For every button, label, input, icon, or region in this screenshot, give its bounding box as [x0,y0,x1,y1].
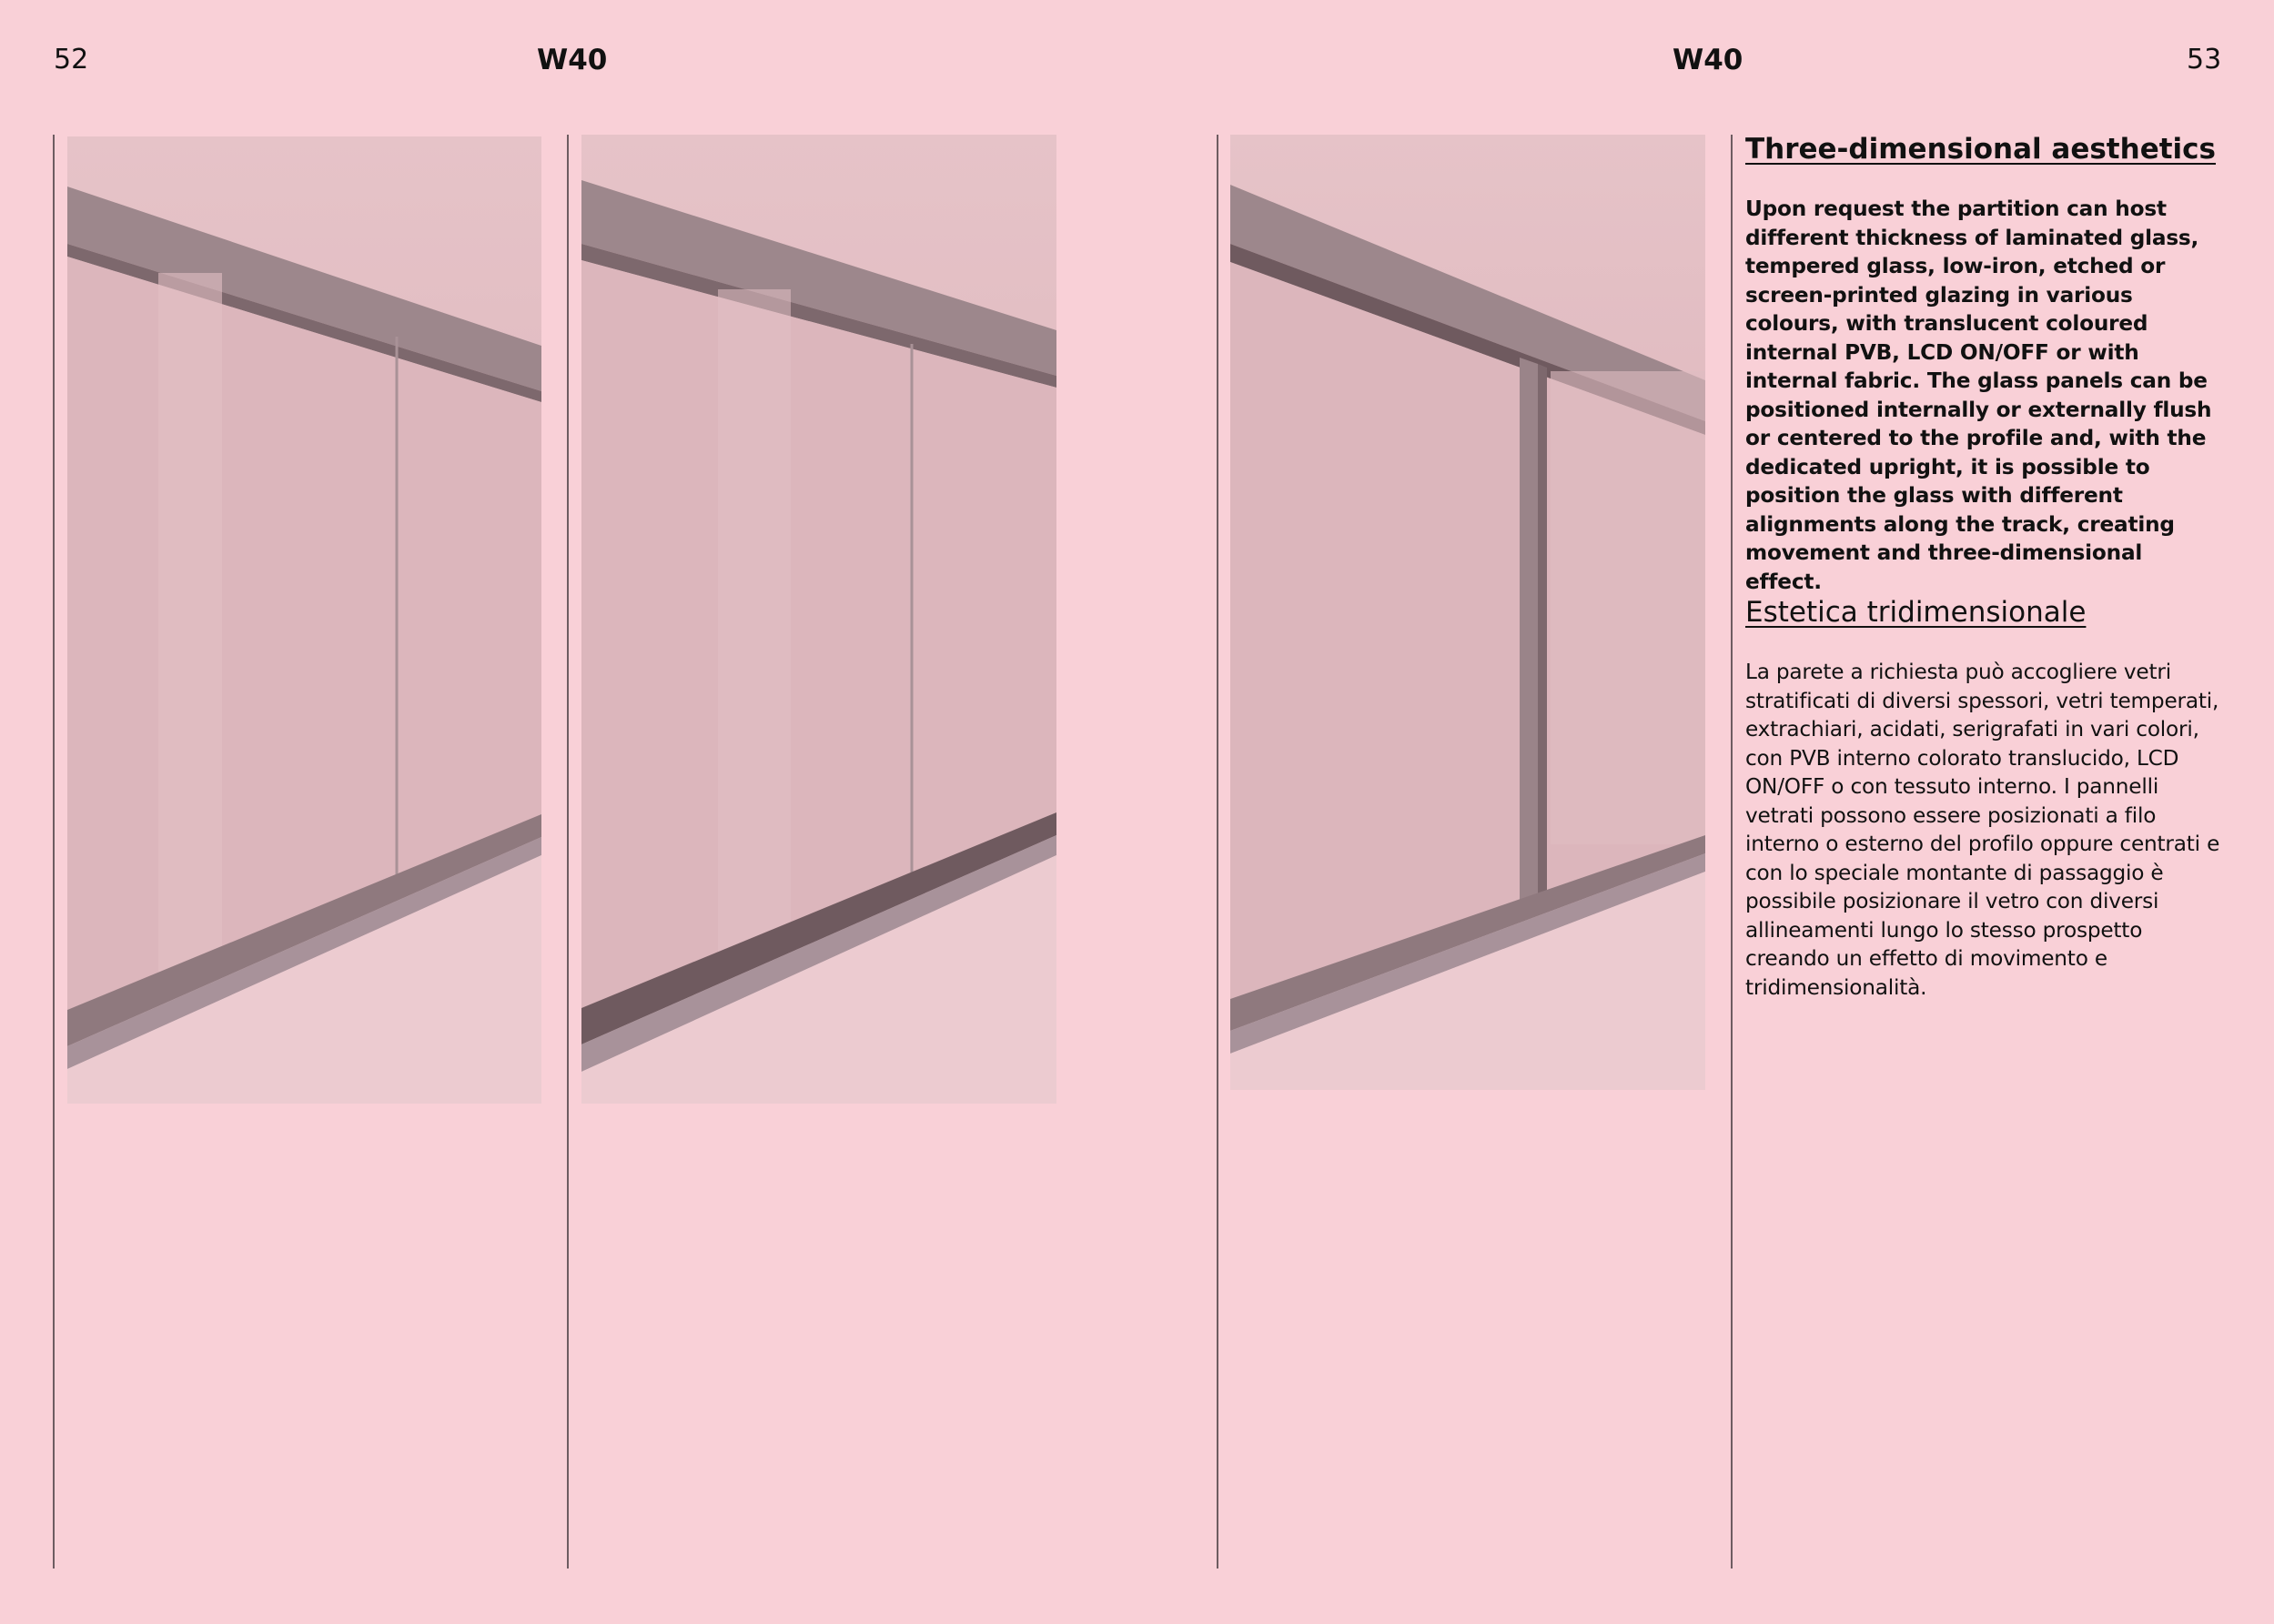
body-text-english: Upon request the partition can host different thickness of laminated glass, tempered glass, low-iron, etched or screen-printed glazing in various colours, with translucent coloured internal PVB, LCD ON/OFF or with internal fabric. The glass panels can be positioned internally or externally flush or centered to the profile and, with the dedicated upright, it is possible to position the glass with different alignments along the track, creating movement and three-dimensional effect. [1745,197,2212,594]
model-label-left: W40 [537,44,608,76]
body-text-italian: La parete a richiesta può accogliere vetri stratificati di diversi spessori, vetri temperati, extrachiari, acidati, serigrafati in vari colori, con PVB interno colorato translucido, LCD ON/OFF o con tessuto interno. I pannelli vetrati possono essere posizionati a filo interno o esterno del profilo oppure centrati e con lo speciale montante di passaggio è possibile posizionare il vetro con diversi allineamenti lungo lo stesso prospetto creando un effetto di movimento e tridimensionalità. [1745,660,2220,1000]
partition-photo-1 [67,136,541,1104]
heading-three-dimensional-aesthetics: Three-dimensional aesthetics [1745,133,2216,166]
column-rule [1731,135,1733,1569]
partition-photo-2 [581,135,1056,1104]
page-number-right: 53 [2187,44,2222,76]
heading-estetica-tridimensionale: Estetica tridimensionale [1745,596,2087,629]
column-rule [53,135,55,1569]
column-rule [1217,135,1218,1569]
column-rule [567,135,569,1569]
model-label-right: W40 [1673,44,1743,76]
page-number-left: 52 [54,44,89,76]
partition-photo-3 [1230,135,1705,1090]
